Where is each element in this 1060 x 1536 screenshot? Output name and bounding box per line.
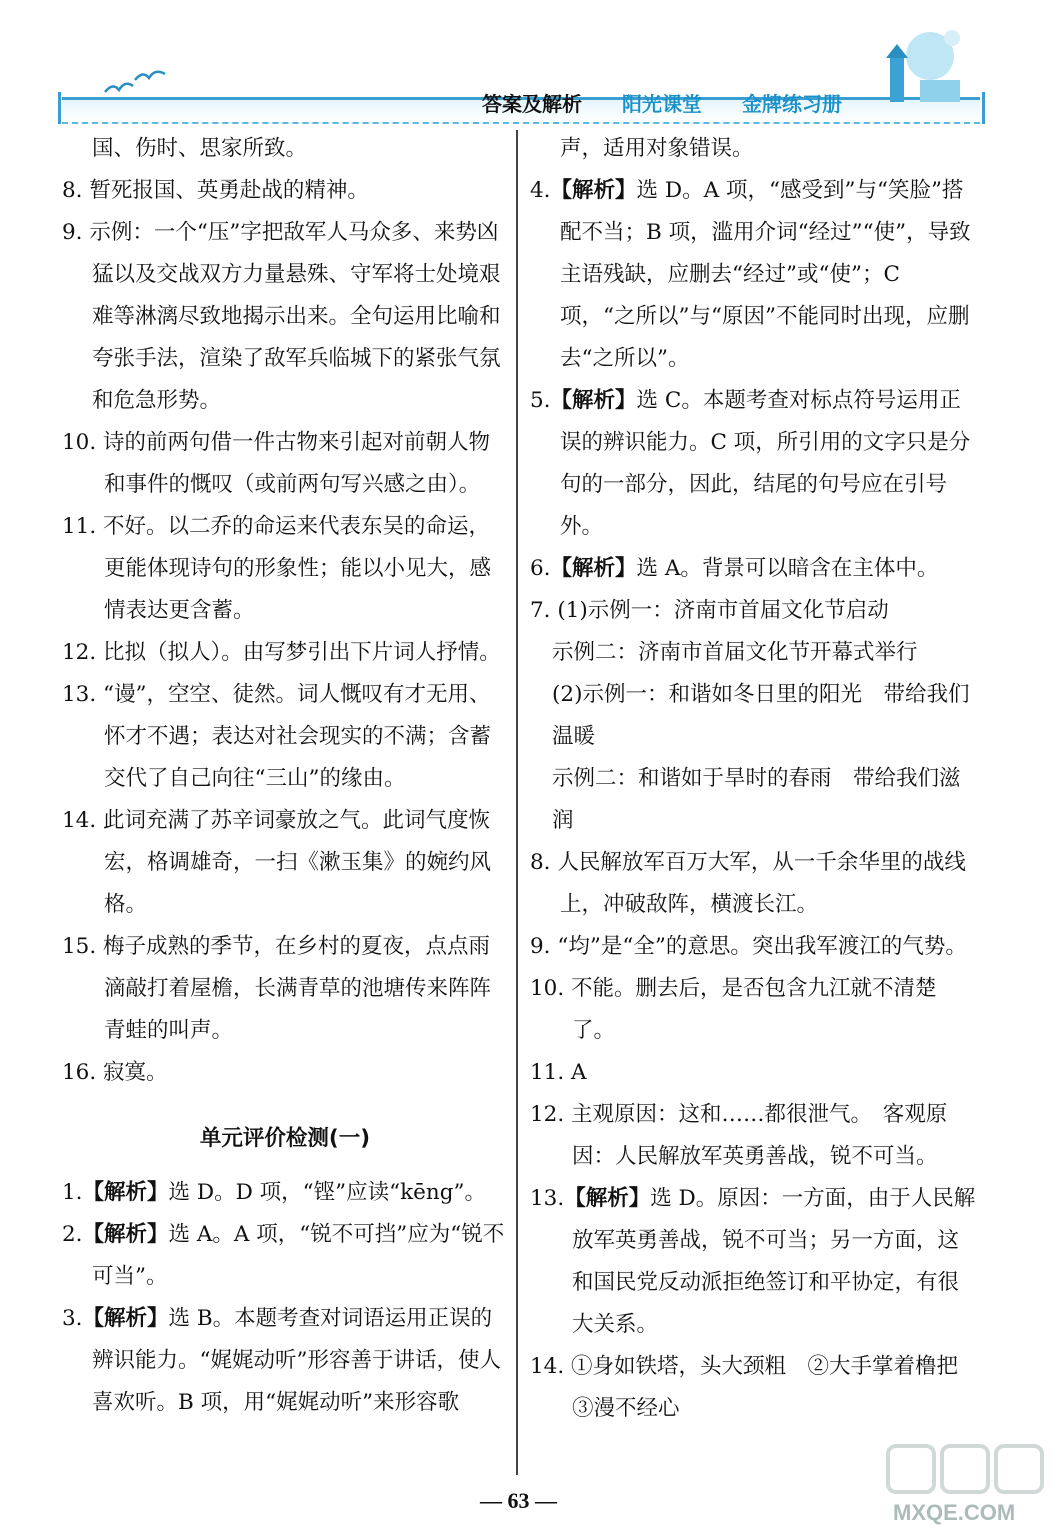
test-item-10: 10. 不能。删去后，是否包含九江就不清楚了。 (530, 976, 937, 1043)
answer-item-8: 8. 暂死报国、英勇赴战的精神。 (62, 178, 369, 203)
item-text: 选 A。A 项，“锐不可挡”应为“锐不可当”。 (92, 1222, 505, 1289)
answer-item-10: 10. 诗的前两句借一件古物来引起对前朝人物和事件的慨叹（或前两句写兴感之由）。 (62, 430, 491, 497)
analysis-tag: 【解析】 (82, 1222, 169, 1247)
analysis-tag: 【解析】 (82, 1306, 169, 1331)
item-number: 1. (62, 1180, 83, 1205)
test-item-1 (62, 1172, 508, 1214)
item-text: 选 D。D 项，“铿”应读“kēng”。 (168, 1180, 487, 1205)
lighthouse-decoration-icon (860, 18, 970, 108)
page-number: — 63 — (480, 1488, 557, 1513)
item-number: 5. (530, 388, 551, 413)
item-text: 选 D。原因：一方面，由于人民解放军英勇善战，锐不可当；另一方面，这和国民党反动派拒绝签订和平协定，有很大关系。 (572, 1186, 976, 1337)
test-item-7-line-1: 7. (1)示例一：济南市首届文化节启动 (530, 598, 889, 623)
test-item-7-line-3: (2)示例一：和谐如冬日里的阳光 带给我们温暖 (552, 682, 970, 749)
test-item-7-line-4: 示例二：和谐如于旱时的春雨 带给我们滋润 (552, 766, 961, 833)
test-item-4 (530, 170, 976, 380)
answer-item-16: 16. 寂寞。 (62, 1060, 168, 1085)
test-item-7-line-2: 示例二：济南市首届文化节开幕式举行 (552, 640, 918, 665)
answer-item-12: 12. 比拟（拟人）。由写梦引出下片词人抒情。 (62, 640, 501, 665)
analysis-tag: 【解析】 (550, 388, 637, 413)
item-text: 选 D。A 项，“感受到”与“笑脸”搭配不当；B 项，滥用介词“经过”“使”，导致主语残缺，应删去“经过”或“使”；C 项，“之所以”与“原因”不能同时出现，应删去“之所以”。 (560, 178, 971, 371)
test-item-6 (530, 548, 976, 590)
item-number: 3. (62, 1306, 83, 1331)
item-number: 4. (530, 178, 551, 203)
answer-item-9: 9. 示例：一个“压”字把敌军人马众多、来势凶猛以及交战双方力量悬殊、守军将士处境艰难等淋漓尽致地揭示出来。全句运用比喻和夸张手法，渲染了敌军兵临城下的紧张气氛和危急形势。 (62, 220, 501, 413)
item-text: 选 B。本题考查对词语运用正误的辨识能力。“娓娓动听”形容善于讲话，使人喜欢听。B 项，用“娓娓动听”来形容歌 (92, 1306, 501, 1415)
header-brand-2: 金牌练习册 (742, 92, 842, 116)
test-item-11: 11. A (530, 1060, 587, 1085)
test-item-5 (530, 380, 976, 548)
column-divider (516, 130, 518, 1475)
answer-item-15: 15. 梅子成熟的季节，在乡村的夏夜，点点雨滴敲打着屋檐，长满青草的池塘传来阵阵青蛙的叫声。 (62, 934, 492, 1043)
analysis-tag: 【解析】 (550, 556, 637, 581)
test-item-13 (530, 1178, 976, 1346)
item-number: 2. (62, 1222, 83, 1247)
watermark-text: MXQE.COM (893, 1500, 1016, 1525)
item-text: 选 C。本题考查对标点符号运用正误的辨识能力。C 项，所引用的文字只是分句的一部分，因此，结尾的句号应在引号外。 (560, 388, 971, 539)
analysis-tag: 【解析】 (564, 1186, 651, 1211)
section-title: 单元评价检测(一) (199, 1126, 371, 1151)
test-item-8: 8. 人民解放军百万大军，从一千余华里的战线上，冲破敌阵，横渡长江。 (530, 850, 966, 917)
test-item-3 (62, 1298, 508, 1424)
item-number: 13. (530, 1186, 565, 1211)
left-column (62, 128, 508, 1424)
answer-item-11: 11. 不好。以二乔的命运来代表东吴的命运，更能体现诗句的形象性；能以小见大，感情表达更含蓄。 (62, 514, 492, 623)
analysis-tag: 【解析】 (550, 178, 637, 203)
page-header (0, 0, 1060, 125)
item-number: 6. (530, 556, 551, 581)
answer-item-14: 14. 此词充满了苏辛词豪放之气。此词气度恢宏，格调雄奇，一扫《漱玉集》的婉约风格。 (62, 808, 492, 917)
answer-item-13: 13. “谩”，空空、徒然。词人慨叹有才无用、怀才不遇；表达对社会现实的不满；含蓄交代了自己向往“三山”的缘由。 (62, 682, 492, 791)
test-item-2 (62, 1214, 508, 1298)
right-column (530, 128, 980, 1430)
item-text: 选 A。背景可以暗含在主体中。 (636, 556, 939, 581)
answer-continuation: 声，适用对象错误。 (560, 136, 754, 161)
answer-continuation: 国、伤时、思家所致。 (92, 136, 308, 161)
test-item-14: 14. ①身如铁塔，头大颈粗 ②大手掌着橹把 ③漫不经心 (530, 1354, 980, 1421)
test-item-9: 9. “均”是“全”的意思。突出我军渡江的气势。 (530, 934, 967, 959)
test-item-12: 12. 主观原因：这和……都很泄气。 客观原因：人民解放军英勇善战，锐不可当。 (530, 1102, 948, 1169)
header-answer-label: 答案及解析 (482, 92, 582, 116)
header-brand-1: 阳光课堂 (622, 92, 702, 116)
analysis-tag: 【解析】 (82, 1180, 169, 1205)
header-line-right-cap (972, 92, 985, 124)
